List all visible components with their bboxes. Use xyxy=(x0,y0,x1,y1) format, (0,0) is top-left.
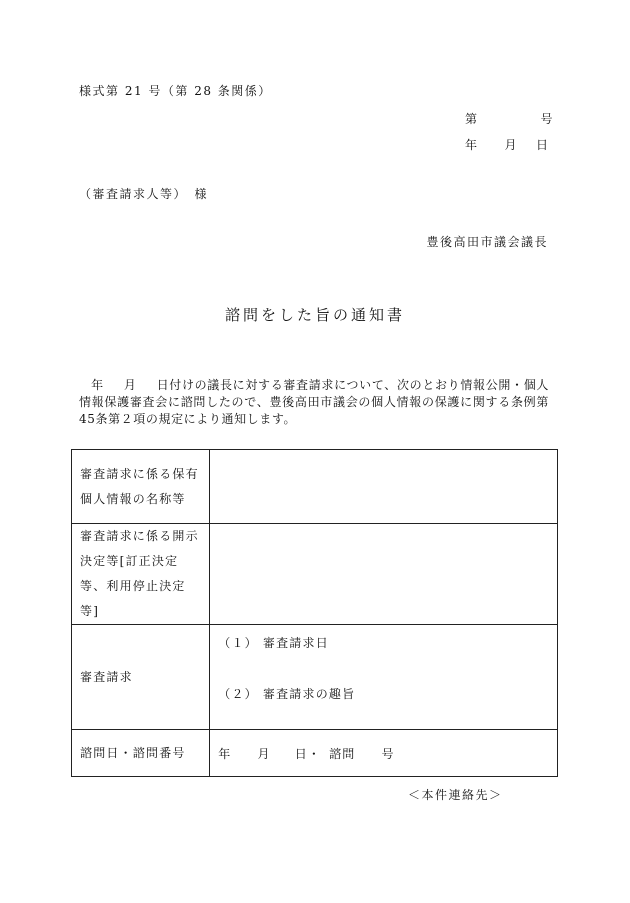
body-text: 日付けの議長に対する審査請求について、次のとおり情報公開・個人情報保護審査会に諮問したので、豊後高田市議会の個人情報の保護に関する条例第45条第２項の規定により通知します。 xyxy=(79,378,550,426)
value-disclosure-decision xyxy=(210,524,558,625)
inquiry-month: 月 xyxy=(257,746,271,761)
document-title: 諮問をした旨の通知書 xyxy=(224,306,405,324)
row-label-request: 審査請求 xyxy=(72,625,210,730)
inquiry-year: 年 xyxy=(218,746,232,761)
form-number: 様式第 21 号（第 28 条関係） xyxy=(79,84,272,98)
table-row xyxy=(72,625,558,730)
date-day: 日 xyxy=(536,138,550,152)
issuer: 豊後高田市議会議長 xyxy=(426,235,548,249)
value-request xyxy=(210,625,558,730)
number-suffix: 号 xyxy=(540,112,555,126)
issue-date-line xyxy=(465,136,550,153)
row-label-info-name: 審査請求に係る保有個人情報の名称等 xyxy=(72,450,210,524)
row-label-disclosure-decision: 審査請求に係る開示決定等[訂正決定等、利用停止決定等] xyxy=(72,524,210,625)
body-paragraph xyxy=(79,377,549,428)
inquiry-number: 号 xyxy=(381,746,395,761)
table-row xyxy=(72,450,558,524)
document-number-line xyxy=(465,110,554,127)
request-info-table xyxy=(71,449,558,777)
date-month: 月 xyxy=(504,138,519,152)
value-inquiry-date xyxy=(210,730,558,777)
table-row xyxy=(72,524,558,625)
date-year: 年 xyxy=(465,138,479,152)
addressee: （審査請求人等） 様 xyxy=(79,187,209,201)
row-label-inquiry-date: 諮問日・諮問番号 xyxy=(72,730,210,777)
body-month: 月 xyxy=(123,378,137,392)
inquiry-label: 諮問 xyxy=(329,746,356,761)
number-prefix: 第 xyxy=(465,112,479,126)
table-row xyxy=(72,730,558,777)
request-purpose-item: （２） 審査請求の趣旨 xyxy=(218,686,356,701)
body-year: 年 xyxy=(91,378,104,392)
request-date-item: （１） 審査請求日 xyxy=(218,635,329,650)
inquiry-day: 日・ xyxy=(294,746,322,761)
value-info-name xyxy=(210,450,558,524)
contact-heading: ＜本件連絡先＞ xyxy=(408,788,503,802)
